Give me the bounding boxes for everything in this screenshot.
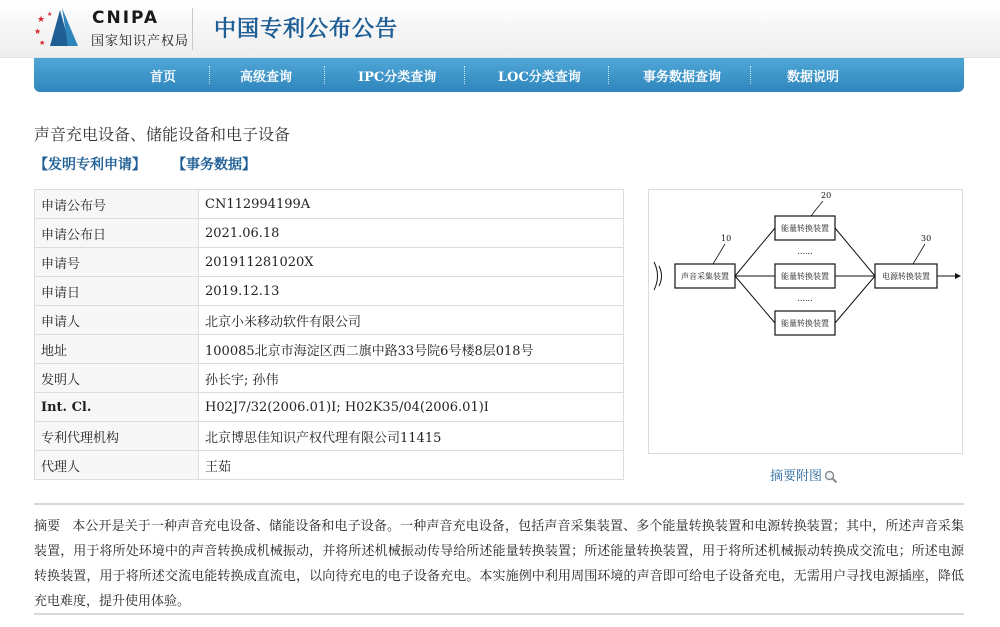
divider — [34, 503, 964, 505]
table-row — [35, 306, 624, 335]
abstract-figure[interactable] — [648, 189, 963, 454]
figure-caption-label[interactable]: 摘要附图 — [770, 469, 823, 484]
field-value: 北京小米移动软件有限公司 — [199, 306, 624, 335]
field-value: 100085北京市海淀区西二旗中路33号院6号楼8层018号 — [199, 335, 624, 364]
diagram-label-energy: 能量转换装置 — [781, 272, 829, 281]
transaction-data-link[interactable]: 【事务数据】 — [172, 157, 256, 173]
svg-text:★: ★ — [34, 27, 42, 36]
nav-separator — [324, 66, 325, 84]
diagram-label-energy: 能量转换装置 — [781, 319, 829, 328]
diagram-ellipsis: ...... — [797, 294, 813, 303]
nav-separator — [608, 66, 609, 84]
svg-text:★: ★ — [47, 11, 53, 18]
header-divider — [192, 8, 193, 50]
field-label: 代理人 — [35, 451, 199, 480]
nav-item-transaction-search[interactable]: 事务数据查询 — [643, 70, 722, 85]
field-value: 2021.06.18 — [199, 219, 624, 248]
table-row — [35, 248, 624, 277]
patent-info-table — [34, 189, 624, 480]
table-row — [35, 422, 624, 451]
field-value: 北京博思佳知识产权代理有限公司11415 — [199, 422, 624, 451]
site-header — [0, 0, 1000, 58]
diagram-label-collect: 声音采集装置 — [681, 272, 729, 281]
diagram-label-power: 电源转换装置 — [882, 272, 930, 281]
logo-text-en: CNIPA — [92, 8, 160, 28]
table-row — [35, 393, 624, 422]
figure-caption[interactable] — [770, 465, 838, 484]
svg-text:★: ★ — [39, 39, 46, 47]
output-arrow-icon — [955, 273, 961, 279]
diagram-ellipsis: ...... — [797, 247, 813, 256]
field-value: 201911281020X — [199, 248, 624, 277]
nav-separator — [750, 66, 751, 84]
table-row — [35, 451, 624, 480]
field-label: Int. Cl. — [35, 393, 199, 422]
field-label: 申请日 — [35, 277, 199, 306]
site-title: 中国专利公布公告 — [214, 17, 399, 42]
nav-item-loc-search[interactable]: LOC分类查询 — [498, 70, 581, 85]
diagram-ref-20: 20 — [821, 191, 832, 200]
table-row — [35, 219, 624, 248]
sound-wave-icon — [654, 262, 658, 290]
patent-title: 声音充电设备、储能设备和电子设备 — [34, 125, 291, 144]
nav-item-data-description[interactable]: 数据说明 — [787, 70, 840, 85]
field-label: 地址 — [35, 335, 199, 364]
nav-separator — [464, 66, 465, 84]
table-row — [35, 277, 624, 306]
logo-text-cn: 国家知识产权局 — [91, 34, 190, 49]
nav-item-advanced-search[interactable]: 高级查询 — [240, 70, 293, 85]
field-label: 申请号 — [35, 248, 199, 277]
field-value: 孙长宇; 孙伟 — [199, 364, 624, 393]
nav-separator — [209, 66, 210, 84]
table-row — [35, 190, 624, 219]
main-nav — [34, 58, 964, 92]
diagram-ref-30: 30 — [921, 234, 932, 243]
diagram-label-energy: 能量转换装置 — [781, 224, 829, 233]
sound-wave-icon — [659, 266, 662, 286]
invention-application-link[interactable]: 【发明专利申请】 — [34, 157, 146, 173]
table-row — [35, 364, 624, 393]
nav-item-home[interactable]: 首页 — [150, 70, 177, 85]
field-label: 发明人 — [35, 364, 199, 393]
block-diagram — [649, 190, 962, 453]
abstract-label: 摘要 — [34, 519, 61, 534]
diagram-ref-10: 10 — [721, 234, 732, 243]
field-value: 2019.12.13 — [199, 277, 624, 306]
field-label: 申请公布日 — [35, 219, 199, 248]
field-label: 专利代理机构 — [35, 422, 199, 451]
field-label: 申请公布号 — [35, 190, 199, 219]
field-value: H02J7/32(2006.01)I; H02K35/04(2006.01)I — [199, 393, 624, 422]
cnipa-logo-icon[interactable] — [34, 6, 86, 52]
abstract-text: 本公开是关于一种声音充电设备、储能设备和电子设备。一种声音充电设备，包括声音采集装置、多个能量转换装置和电源转换装置；其中，所述声音采集装置，用于将所处环境中的声音转换成机械振动，并将所述机械振动传导给所述能量转换装置；所述能量转换装置，用于将所述机械振动转换成交流电；所述电源转换装置，用于将所述交流电能转换成直流电，以向待充电的电子设备充电。本实施例中利用周围环境的声音即可给电子设备充电，无需用户寻找电源插座，降低充电难度，提升使用体验。 — [34, 519, 964, 609]
field-label: 申请人 — [35, 306, 199, 335]
abstract-section — [34, 514, 964, 614]
zoom-icon[interactable] — [824, 470, 838, 484]
field-value: 王茹 — [199, 451, 624, 480]
nav-item-ipc-search[interactable]: IPC分类查询 — [358, 70, 437, 85]
table-row — [35, 335, 624, 364]
svg-text:★: ★ — [37, 15, 46, 25]
divider — [34, 613, 964, 615]
field-value: CN112994199A — [199, 190, 624, 219]
